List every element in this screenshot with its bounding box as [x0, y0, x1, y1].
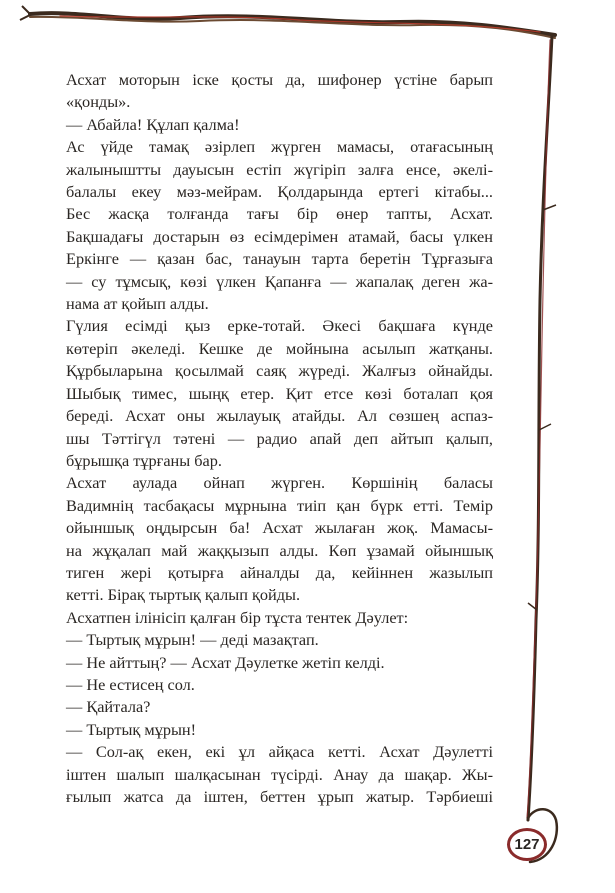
text-line: — Тыртық мұрын!: [66, 719, 197, 739]
text-line: жалыныштты дауысын естіп жүгіріп залға енсе, әкелі-: [66, 159, 493, 179]
text-line: Шыбық тимес, шыңқ етер. Қит етсе көзі боталап қоя: [66, 383, 493, 403]
text-line: — су тұмсық, көзі үлкен Қапанға — жапалақ деген жа-: [66, 271, 493, 291]
text-line: Гүлия есімді қыз ерке-тотай. Әкесі бақшаға күнде: [66, 316, 493, 336]
text-line: Ас үйде тамақ әзірлеп жүрген мамасы, отағасының: [66, 137, 493, 157]
text-line: на жұқалап май жаққызып алды. Көп ұзамай ойыншық: [66, 540, 493, 560]
text-line: «қонды».: [66, 92, 131, 112]
text-line: — Не естисең сол.: [66, 674, 195, 694]
text-line: береді. Асхат оны жылауық атайды. Ал сөзшең аспаз-: [66, 406, 493, 426]
text-line: Бақшадағы достарын өз есімдерімен атамай, басы үлкен: [66, 226, 493, 246]
text-line: Вадимнің тасбақасы мұрнына тиіп қан бүрк етті. Темір: [66, 495, 493, 515]
text-line: іштен шалып шалқасынан түсірді. Анау да шақар. Жы-: [66, 764, 493, 784]
text-line: Асхат моторын іске қосты да, шифонер үстіне барып: [66, 70, 493, 89]
text-line: — Қайтала?: [66, 697, 151, 717]
text-line: кетті. Бірақ тыртық қалып қойды.: [66, 585, 301, 605]
text-line: Асхатпен ілінісіп қалған бір тұста тентек Дәулет:: [66, 607, 409, 627]
text-line: бұрышқа тұрғаны бар.: [66, 450, 222, 470]
text-line: ойыншық оңдырсын ба! Асхат жылаған жоқ. Мамасы-: [66, 518, 493, 538]
text-line: нама ат қойып алды.: [66, 294, 209, 314]
text-line: балалы екеу мәз-мейрам. Қолдарында ертегі кітабы...: [66, 182, 493, 202]
text-line: — Абайла! Құлап қалма!: [66, 114, 240, 134]
text-line: Еркінге — қазан бас, танауын тарта беретін Тұрғазыға: [66, 249, 493, 269]
text-line: — Не айттың? — Асхат Дәулетке жетіп келді.: [66, 652, 385, 672]
text-line: Бес жасқа толғанда тағы бір өнер тапты, Асхат.: [66, 204, 493, 224]
text-line: — Тыртық мұрын! — деді мазақтап.: [66, 630, 319, 650]
text-line: шы Тәттігүл тәтені — радио апай деп айтып қалып,: [66, 428, 493, 448]
text-line: Құрбыларына қосылмай саяқ жүреді. Жалғыз ойнайды.: [66, 361, 493, 381]
page-number: 127: [507, 828, 547, 861]
text-line: ғылып жатса да іштен, беттен ұрып жатыр. Тәрбиеші: [66, 787, 493, 806]
text-line: тиген жері қотырға айналды да, кейіннен жазылып: [66, 562, 493, 582]
text-line: көтеріп әкеледі. Кешке де мойнына асылып жатқаны.: [66, 338, 493, 358]
body-text: [66, 69, 493, 808]
text-line: Асхат аулада ойнап жүрген. Көршінің баласы: [66, 473, 493, 493]
text-line: — Сол-ақ екен, екі ұл айқаса кетті. Асхат Дәулетті: [66, 742, 493, 762]
